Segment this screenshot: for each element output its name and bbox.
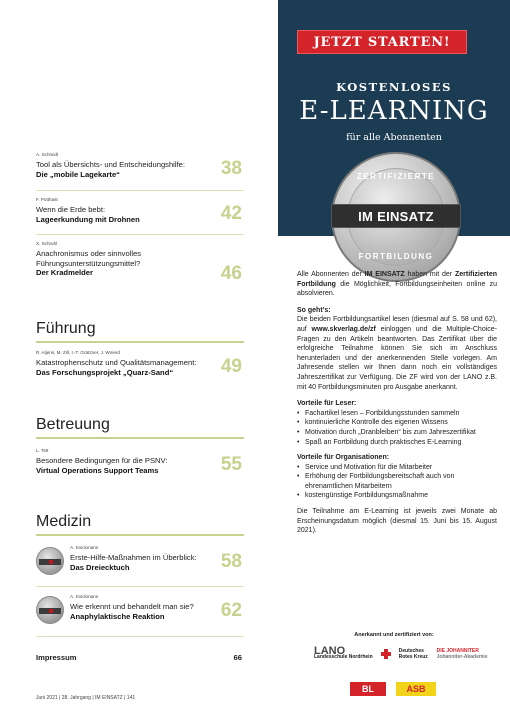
- divider: [36, 586, 244, 587]
- johanniter-logo: DIE JOHANNITER Johanniter-Akademie: [436, 648, 488, 660]
- divider: [36, 234, 244, 235]
- reader-benefits-heading: Vorteile für Leser:: [297, 400, 357, 408]
- entry-subtitle: Wie erkennt und behandelt man sie?: [70, 602, 194, 611]
- partner-logos: [314, 645, 488, 660]
- entry-title: Impressum: [36, 653, 77, 662]
- elearning-promo: [278, 0, 510, 721]
- entry-page-number: 62: [220, 600, 242, 621]
- toc-entry[interactable]: [70, 594, 244, 621]
- toc-entry[interactable]: [70, 545, 244, 572]
- entry-subtitle: Katastrophenschutz und Qualitätsmanagement:: [36, 358, 197, 367]
- entry-title: Das Dreiecktuch: [70, 562, 130, 572]
- seal-bottom-text: FORTBILDUNG: [358, 252, 434, 261]
- list-item: • Erhöhung der Fortbildungsbereitschaft auch von ehrenamtlichen Mitarbeitern: [297, 472, 497, 491]
- bl-logo: BL: [350, 682, 386, 696]
- section-rule: [36, 341, 244, 343]
- toc-entry[interactable]: [36, 350, 244, 377]
- entry-author: A. Knickmann: [70, 594, 99, 599]
- divider: [36, 636, 244, 637]
- certification-seal: [331, 152, 461, 282]
- org-benefits-heading: Vorteile für Organisationen:: [297, 454, 390, 462]
- toc-entry[interactable]: [36, 241, 244, 284]
- entry-title: Das Forschungsprojekt „Quarz-Sand“: [36, 367, 174, 377]
- divider: [36, 190, 244, 191]
- page-footer: Juni 2021 | 28. Jahrgang | IM EINSATZ | 141: [36, 695, 136, 701]
- entry-subtitle: Besondere Bedingungen für die PSNV:: [36, 456, 168, 465]
- partner-logos-row2: [350, 682, 436, 696]
- section-heading: Betreuung: [36, 416, 110, 433]
- toc-entry[interactable]: [36, 197, 244, 224]
- promo-title: E-LEARNING: [299, 96, 489, 126]
- entry-page-number: 42: [220, 203, 242, 224]
- entry-author: R. Aljens, M. Zill, I.-T. Grätzner, J. Wnierd: [36, 350, 120, 355]
- list-item: • Spaß an Fortbildung durch praktisches E-Learning: [297, 438, 497, 448]
- howto-paragraph: Die beiden Fortbildungsartikel lesen (diesmal auf S. 58 und 62), auf www.skverlag.de/zf einloggen und die Multiple-Choice-Fragen zu den Artikeln beantworten. Das Zertifikat über die erfolgreiche Teilnahme können Sie sich im Anschluss herunterladen und der anerkennenden Stelle vorlegen. Am Jahresende stellen wir Ihnen dann noch ein vollständiges Jahreszertifikat zur Verfügung. Die ZF wird von der LANO z.B. mit 40 Fortbildungsminuten pro Ausgabe anerkannt.: [297, 316, 497, 391]
- zertifizierte-fortbildung-icon: [36, 596, 64, 624]
- section-betreuung: [36, 416, 244, 439]
- seal-brand: IM EINSATZ: [331, 204, 461, 228]
- toc-entry[interactable]: [36, 152, 244, 179]
- seal-top-text: ZERTIFIZIERTE: [356, 172, 436, 181]
- list-item: • Fachartikel lesen – Fortbildungsstunden sammeln: [297, 409, 497, 419]
- reader-benefits-list: [297, 409, 497, 447]
- entry-page-number: 46: [220, 263, 242, 284]
- entry-author: A. Knickmann: [70, 545, 99, 550]
- entry-title: Der Kradmelder: [36, 268, 93, 277]
- asb-logo: ASB: [396, 682, 436, 696]
- section-heading: Medizin: [36, 513, 92, 530]
- outro-paragraph: Die Teilnahme am E-Learning ist jeweils zwei Monate ab Erscheinungsdatum möglich (diesmal 15. Juni bis 15. August 2021).: [297, 508, 497, 535]
- section-rule: [36, 437, 244, 439]
- red-cross-icon: [381, 649, 391, 659]
- zertifizierte-fortbildung-icon: [36, 547, 64, 575]
- section-medizin: [36, 513, 244, 536]
- entry-title: Anaphylaktische Reaktion: [70, 611, 165, 621]
- entry-subtitle: Erste-Hilfe-Maßnahmen im Überblick:: [70, 553, 197, 562]
- list-item: • Service und Motivation für die Mitarbeiter: [297, 463, 497, 473]
- entry-author: F. Potthast: [36, 197, 58, 202]
- entry-page-number: 58: [220, 551, 242, 572]
- start-now-button[interactable]: JETZT STARTEN!: [297, 30, 467, 54]
- section-rule: [36, 534, 244, 536]
- drk-logo: Deutsches Rotes Kreuz: [398, 648, 428, 660]
- entry-subtitle: Anachronismus oder sinnvolles Führungsunterstützungsmittel?: [36, 249, 142, 268]
- howto-heading: So geht’s:: [297, 306, 331, 314]
- list-item: • Motivation durch „Dranbleiben“ bis zum Jahreszertifikat: [297, 428, 497, 438]
- intro-paragraph: Alle Abonnenten der IM EINSATZ haben mit der Zertifizierten Fortbildung die Möglichkeit, Fortbildungseinheiten online zu absolvieren.: [297, 271, 497, 298]
- entry-page-number: 49: [220, 356, 242, 377]
- entry-author: X. Schruhl: [36, 241, 58, 246]
- promo-subtitle: für alle Abonnenten: [346, 132, 442, 143]
- entry-subtitle: Tool als Übersichts- und Entscheidungshilfe:: [36, 160, 186, 169]
- entry-author: L. Tett: [36, 448, 49, 453]
- entry-author: A. Schmidt: [36, 152, 59, 157]
- promo-body: [297, 270, 497, 543]
- section-fuehrung: [36, 320, 244, 343]
- entry-subtitle: Wenn die Erde bebt:: [36, 205, 106, 214]
- toc-entry[interactable]: [36, 448, 244, 475]
- entry-page-number: 66: [233, 653, 242, 662]
- certified-by-label: Anerkannt und zertifiziert von:: [354, 632, 434, 638]
- entry-page-number: 55: [220, 454, 242, 475]
- entry-title: Virtual Operations Support Teams: [36, 465, 159, 475]
- promo-kicker: KOSTENLOSES: [336, 80, 452, 94]
- lano-logo: LANO Landesschule Nordrhein: [314, 645, 373, 660]
- section-heading: Führung: [36, 320, 96, 337]
- entry-page-number: 38: [220, 158, 242, 179]
- list-item: • kostengünstige Fortbildungsmaßnahme: [297, 491, 497, 501]
- entry-title: Lageerkundung mit Drohnen: [36, 214, 140, 224]
- elearning-link[interactable]: www.skverlag.de/zf: [311, 325, 376, 333]
- org-benefits-list: [297, 463, 497, 501]
- toc-entry-impressum[interactable]: [36, 653, 244, 662]
- list-item: • kontinuierliche Kontrolle des eigenen Wissens: [297, 418, 497, 428]
- entry-title: Die „mobile Lagekarte“: [36, 169, 120, 179]
